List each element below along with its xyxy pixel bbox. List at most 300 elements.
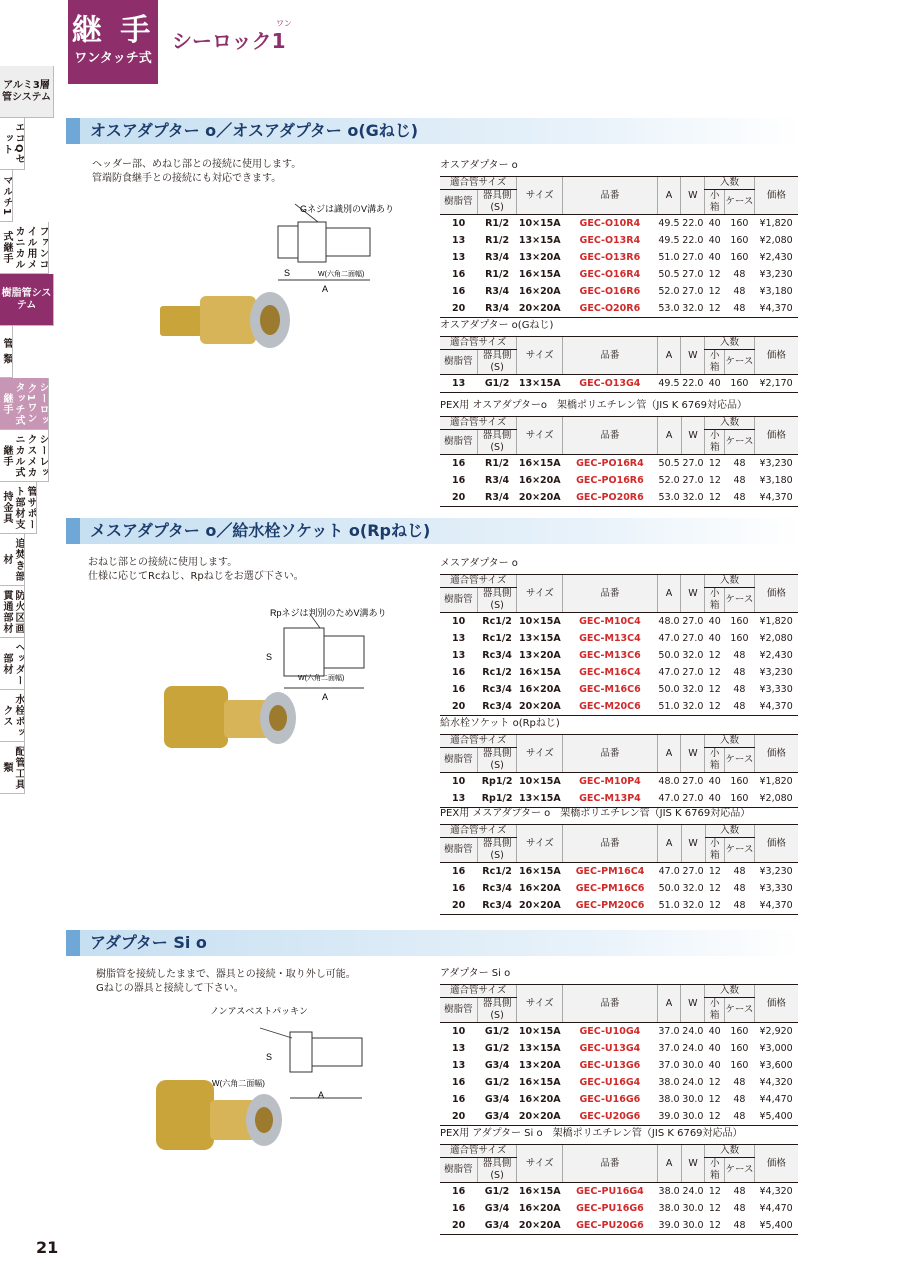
- table-cell: 16×20A: [518, 1094, 561, 1105]
- table-cell: 20: [440, 897, 477, 915]
- table-cell: ¥5,400: [754, 1217, 798, 1235]
- table-cell: 48: [733, 1203, 746, 1214]
- svg-text:S: S: [266, 1052, 273, 1062]
- table-cell: 47.0: [658, 633, 680, 644]
- table-cell: GEC-U13G6: [579, 1060, 641, 1071]
- table-cell: 48: [725, 300, 755, 318]
- col-fit: 適合管サイズ: [440, 985, 517, 998]
- table-cell: 16×20A: [518, 475, 561, 486]
- table-cell: GEC-PM16C4: [575, 866, 645, 877]
- table-row: [440, 1040, 798, 1057]
- col-fix: 器具側(S): [477, 588, 517, 613]
- col-small: 小箱: [705, 430, 725, 455]
- table-cell: R3/4: [477, 489, 517, 507]
- table-cell: ¥3,230: [759, 667, 793, 678]
- table-cell: 20: [440, 698, 477, 716]
- table-cell: 13: [452, 633, 466, 644]
- diagram-note: ノンアスベストパッキン: [210, 1006, 309, 1016]
- table-caption: オスアダプター o: [440, 160, 518, 171]
- table-cell: R3/4: [485, 252, 510, 263]
- col-w: W: [681, 985, 705, 1023]
- table-cell: 20: [440, 300, 477, 318]
- table-cell: 160: [725, 790, 755, 808]
- col-pipe: 樹脂管: [440, 748, 477, 773]
- col-small: 小箱: [705, 190, 725, 215]
- col-pipe: 樹脂管: [440, 998, 477, 1023]
- col-a: A: [657, 735, 681, 773]
- table-cell: R1/2: [485, 235, 510, 246]
- table-cell: 13×15A: [517, 790, 563, 808]
- table-cell: 47.0: [658, 667, 680, 678]
- sidebar-item[interactable]: 水栓ボックス: [0, 690, 25, 742]
- col-fit: 適合管サイズ: [440, 337, 517, 350]
- table-cell: 32.0: [681, 897, 705, 915]
- table-cell: 40: [705, 375, 725, 393]
- col-pipe: 樹脂管: [440, 838, 477, 863]
- table-caption: PEX用 アダプター Si o 架橋ポリエチレン管（JIS K 6769対応品）: [440, 1128, 743, 1139]
- table-cell: 12: [708, 458, 721, 469]
- col-w: W: [681, 575, 705, 613]
- table-cell: 12: [708, 1203, 721, 1214]
- table-cell: 13: [440, 375, 477, 393]
- table-cell: 48: [725, 698, 755, 716]
- table-cell: 16×15A: [518, 866, 561, 877]
- table-row: [440, 1183, 798, 1201]
- table-cell: GEC-M10C4: [579, 616, 641, 627]
- table-cell: 37.0: [658, 1060, 680, 1071]
- col-price: 価格: [754, 1145, 798, 1183]
- table-cell: 27.0: [682, 667, 704, 678]
- section-title-adapter-si: アダプター Si o: [66, 930, 800, 956]
- col-size: サイズ: [517, 177, 563, 215]
- table-cell: ¥4,370: [754, 489, 798, 507]
- table-cell: 48: [733, 883, 746, 894]
- table-cell: GEC-O16R4: [579, 269, 641, 280]
- table-row: [440, 1217, 798, 1235]
- col-w: W: [681, 825, 705, 863]
- table-cell: 20×20A: [517, 489, 563, 507]
- table-cell: 48.0: [658, 616, 680, 627]
- sidebar-item[interactable]: アルミ3層管システム: [0, 66, 54, 118]
- col-w: W: [681, 735, 705, 773]
- table-cell: GEC-U10G4: [579, 1026, 641, 1037]
- col-size: サイズ: [517, 1145, 563, 1183]
- table-cell: 40: [708, 1043, 721, 1054]
- table-cell: GEC-O13R4: [579, 235, 641, 246]
- table-row: [440, 664, 798, 681]
- table-cell: 37.0: [658, 1043, 680, 1054]
- table-cell: 27.0: [681, 790, 705, 808]
- table-row: [440, 613, 798, 631]
- table-cell: ¥1,820: [759, 218, 793, 229]
- svg-text:S: S: [284, 268, 291, 278]
- svg-text:W(六角二面幅): W(六角二面幅): [318, 271, 365, 278]
- table-cell: 12: [708, 475, 721, 486]
- table-cell: GEC-PO16R6: [576, 475, 644, 486]
- table-row: [440, 375, 798, 393]
- sidebar-item[interactable]: シーロック1ワンタッチ式継手: [0, 378, 49, 430]
- table-cell: 16: [452, 475, 466, 486]
- section-desc-female-adapter: [88, 556, 304, 584]
- table-cell: 24.0: [682, 1077, 704, 1088]
- table-cell: 10: [452, 776, 466, 787]
- table-cell: 12: [705, 1217, 725, 1235]
- table-row: [440, 215, 798, 233]
- table-cell: 20×20A: [517, 1217, 563, 1235]
- col-code: 品番: [563, 337, 657, 375]
- col-fit: 適合管サイズ: [440, 735, 517, 748]
- desc-line: 仕様に応じてRcねじ、Rpねじをお選び下さい。: [88, 571, 304, 582]
- table-cell: 13×20A: [518, 1060, 561, 1071]
- table-cell: 40: [708, 252, 721, 263]
- adapter-si-diagram: [210, 1006, 362, 1100]
- sidebar-item[interactable]: ファンコイル用メカニカル式継手: [0, 222, 49, 274]
- sidebar-item[interactable]: シーレックスメカニカル式継手: [0, 430, 49, 482]
- table-cell: ¥4,470: [759, 1203, 793, 1214]
- table-cell: ¥2,080: [759, 633, 793, 644]
- col-pipe: 樹脂管: [440, 430, 477, 455]
- table-cell: ¥4,370: [754, 897, 798, 915]
- table-cell: Rc3/4: [482, 684, 512, 695]
- table-cell: 30.0: [682, 1094, 704, 1105]
- desc-line: Gねじの器具と接続して下さい。: [96, 983, 244, 994]
- table-cell: GEC-PO20R6: [563, 489, 657, 507]
- table-cell: 27.0: [682, 269, 704, 280]
- table-cell: ¥1,820: [759, 616, 793, 627]
- table-cell: 52.0: [658, 286, 680, 297]
- table-cell: 16×15A: [518, 1186, 561, 1197]
- col-a: A: [657, 417, 681, 455]
- table-cell: G1/2: [484, 1043, 510, 1054]
- table-cell: 30.0: [682, 1203, 704, 1214]
- sidebar-item[interactable]: エコQセット: [0, 118, 25, 170]
- table-cell: Rc1/2: [482, 616, 512, 627]
- male-adapter-illustration: [140, 196, 430, 366]
- section-title-female-adapter: メスアダプター o／給水栓ソケット o(Rpねじ): [66, 518, 800, 544]
- sidebar-item[interactable]: マルチ1: [0, 170, 13, 222]
- spec-table: [440, 416, 798, 507]
- adapter-si-illustration: [140, 1002, 430, 1172]
- table-cell: 20: [440, 489, 477, 507]
- col-price: 価格: [754, 985, 798, 1023]
- table-cell: 40: [708, 1060, 721, 1071]
- table-cell: 20: [440, 1108, 477, 1126]
- col-qty: 入数: [705, 825, 754, 838]
- table-cell: ¥3,230: [759, 866, 793, 877]
- sidebar-item[interactable]: 配管工具類: [0, 742, 25, 794]
- spec-table: [440, 176, 798, 318]
- col-a: A: [657, 985, 681, 1023]
- table-cell: 27.0: [682, 252, 704, 263]
- table-row: [440, 472, 798, 489]
- table-cell: 32.0: [682, 650, 704, 661]
- table-caption: PEX用 メスアダプター o 架橋ポリエチレン管（JIS K 6769対応品）: [440, 808, 751, 819]
- table-cell: ¥2,430: [759, 252, 793, 263]
- table-cell: 49.5: [658, 235, 680, 246]
- table-cell: GEC-PU16G4: [576, 1186, 644, 1197]
- table-cell: 27.0: [682, 776, 704, 787]
- table-cell: ¥3,600: [759, 1060, 793, 1071]
- table-row: [440, 249, 798, 266]
- table-cell: ¥3,000: [759, 1043, 793, 1054]
- sidebar-item[interactable]: ヘッダー部材: [0, 638, 25, 690]
- table-cell: 27.0: [682, 616, 704, 627]
- table-cell: ¥4,320: [759, 1077, 793, 1088]
- table-caption: アダプター Si o: [440, 968, 511, 979]
- col-pipe: 樹脂管: [440, 1158, 477, 1183]
- sidebar-item[interactable]: 防火区画貫通部材: [0, 586, 25, 638]
- col-qty: 入数: [705, 337, 754, 350]
- desc-line: 管端防食継手との接続にも対応できます。: [92, 173, 282, 184]
- col-small: 小箱: [705, 998, 725, 1023]
- col-case: ケース: [725, 430, 754, 455]
- male-adapter-photo: [160, 292, 290, 348]
- table-cell: 32.0: [681, 300, 705, 318]
- table-cell: 52.0: [658, 475, 680, 486]
- table-cell: 20×20A: [517, 897, 563, 915]
- col-case: ケース: [725, 190, 755, 215]
- table-caption: メスアダプター o: [440, 558, 518, 569]
- col-fit: 適合管サイズ: [440, 417, 517, 430]
- table-cell: ¥2,170: [754, 375, 798, 393]
- table-cell: 160: [725, 375, 755, 393]
- table-cell: 50.0: [658, 684, 680, 695]
- col-fix: 器具側(S): [477, 350, 517, 375]
- table-cell: 39.0: [657, 1217, 681, 1235]
- col-a: A: [657, 1145, 681, 1183]
- col-a: A: [657, 337, 681, 375]
- table-cell: GEC-U20G6: [563, 1108, 657, 1126]
- table-cell: 160: [730, 252, 749, 263]
- female-adapter-diagram: [266, 607, 387, 702]
- sidebar-item[interactable]: 管サポート部材支持金具: [0, 482, 37, 534]
- table-cell: 48: [733, 286, 746, 297]
- table-cell: G3/4: [477, 1217, 517, 1235]
- table-cell: GEC-M16C6: [579, 684, 641, 695]
- table-cell: 32.0: [681, 489, 705, 507]
- table-row: [440, 880, 798, 897]
- table-row: [440, 1057, 798, 1074]
- table-cell: 50.5: [658, 269, 680, 280]
- table-cell: 13: [452, 1060, 466, 1071]
- table-cell: ¥3,330: [759, 883, 793, 894]
- col-qty: 入数: [705, 735, 754, 748]
- col-code: 品番: [563, 985, 657, 1023]
- sidebar-item[interactable]: 追焚き部材: [0, 534, 25, 586]
- col-fix: 器具側(S): [477, 998, 517, 1023]
- table-cell: 30.0: [681, 1108, 705, 1126]
- table-cell: 160: [730, 776, 749, 787]
- table-cell: R1/2: [485, 458, 510, 469]
- table-cell: 12: [708, 684, 721, 695]
- table-cell: Rc3/4: [482, 650, 512, 661]
- col-case: ケース: [725, 998, 755, 1023]
- table-cell: 13: [452, 650, 466, 661]
- table-cell: ¥2,080: [759, 235, 793, 246]
- table-row: [440, 232, 798, 249]
- table-cell: GEC-O16R6: [579, 286, 641, 297]
- table-cell: GEC-M10P4: [579, 776, 641, 787]
- table-cell: 30.0: [682, 1060, 704, 1071]
- table-cell: 22.0: [682, 235, 704, 246]
- table-cell: 13×15A: [518, 235, 561, 246]
- table-cell: 13×20A: [518, 252, 561, 263]
- table-cell: 20×20A: [517, 300, 563, 318]
- col-fix: 器具側(S): [477, 430, 517, 455]
- col-price: 価格: [754, 825, 798, 863]
- series-title: シーロック1: [172, 29, 286, 53]
- desc-line: 樹脂管を接続したままで、器具との接続・取り外し可能。: [96, 969, 356, 980]
- col-code: 品番: [563, 825, 657, 863]
- table-row: [440, 790, 798, 808]
- col-fix: 器具側(S): [477, 748, 517, 773]
- table-cell: 10×15A: [519, 616, 561, 627]
- table-cell: GEC-M16C4: [579, 667, 641, 678]
- table-cell: 13×15A: [519, 633, 561, 644]
- col-qty: 入数: [705, 575, 754, 588]
- table-cell: 22.0: [681, 375, 705, 393]
- table-cell: 40: [708, 1026, 721, 1037]
- table-cell: GEC-PM16C6: [575, 883, 645, 894]
- sidebar-item[interactable]: 管 類: [0, 326, 13, 378]
- table-cell: ¥2,920: [759, 1026, 793, 1037]
- table-cell: 27.0: [682, 475, 704, 486]
- table-cell: 48: [725, 897, 754, 915]
- table-cell: G3/4: [484, 1203, 510, 1214]
- col-fix: 器具側(S): [477, 838, 517, 863]
- table-cell: GEC-M13C6: [579, 650, 641, 661]
- table-cell: 16×20A: [518, 286, 561, 297]
- table-row: [440, 698, 798, 716]
- table-cell: 16×20A: [518, 883, 561, 894]
- table-cell: 40: [708, 633, 721, 644]
- table-cell: Rc3/4: [477, 698, 517, 716]
- table-cell: 48.0: [658, 776, 680, 787]
- table-cell: Rc3/4: [477, 897, 517, 915]
- adapter-si-photo: [156, 1080, 282, 1150]
- table-cell: 20×20A: [517, 1108, 563, 1126]
- table-cell: 27.0: [682, 458, 704, 469]
- table-cell: 12: [705, 489, 725, 507]
- col-small: 小箱: [705, 838, 725, 863]
- table-cell: 16: [452, 667, 466, 678]
- table-row: [440, 1200, 798, 1217]
- table-cell: GEC-PO16R4: [576, 458, 644, 469]
- col-code: 品番: [563, 735, 657, 773]
- table-cell: 16: [452, 684, 466, 695]
- table-cell: GEC-M20C6: [563, 698, 657, 716]
- table-cell: R3/4: [485, 286, 510, 297]
- table-cell: 20×20A: [517, 698, 563, 716]
- col-small: 小箱: [705, 1158, 725, 1183]
- table-cell: 53.0: [657, 489, 681, 507]
- category-subtitle: ワンタッチ式: [74, 51, 152, 66]
- table-cell: 48: [725, 489, 754, 507]
- table-cell: 40: [705, 790, 725, 808]
- col-w: W: [681, 417, 705, 455]
- table-cell: 10: [452, 616, 466, 627]
- table-cell: 16: [452, 866, 466, 877]
- col-price: 価格: [754, 177, 798, 215]
- table-cell: 12: [708, 883, 721, 894]
- table-cell: 48: [733, 650, 746, 661]
- table-cell: Rc1/2: [482, 667, 512, 678]
- table-cell: ¥5,400: [754, 1108, 798, 1126]
- table-cell: 10×15A: [519, 776, 561, 787]
- table-cell: 13: [440, 790, 477, 808]
- col-small: 小箱: [705, 748, 725, 773]
- table-cell: G1/2: [484, 1026, 510, 1037]
- spec-table: [440, 1144, 798, 1235]
- series-ruby: ワン: [276, 19, 292, 28]
- table-cell: GEC-U16G4: [579, 1077, 641, 1088]
- col-fit: 適合管サイズ: [440, 1145, 517, 1158]
- table-cell: 16: [452, 458, 466, 469]
- table-cell: 16×15A: [518, 269, 561, 280]
- table-cell: GEC-O13R6: [579, 252, 641, 263]
- spec-table: [440, 984, 798, 1126]
- table-cell: 22.0: [682, 218, 704, 229]
- svg-text:A: A: [322, 692, 329, 702]
- col-fix: 器具側(S): [477, 1158, 517, 1183]
- spec-table: [440, 574, 798, 716]
- table-cell: 16×15A: [518, 1077, 561, 1088]
- table-cell: 32.0: [682, 883, 704, 894]
- col-small: 小箱: [705, 350, 725, 375]
- table-cell: R1/2: [485, 218, 510, 229]
- col-size: サイズ: [517, 825, 563, 863]
- table-row: [440, 681, 798, 698]
- col-size: サイズ: [517, 985, 563, 1023]
- table-cell: G3/4: [484, 1094, 510, 1105]
- table-cell: 16×20A: [519, 684, 561, 695]
- table-cell: 13×20A: [519, 650, 561, 661]
- table-cell: GEC-O13G4: [563, 375, 657, 393]
- table-cell: 40: [708, 218, 721, 229]
- table-cell: 12: [708, 1186, 721, 1197]
- col-code: 品番: [563, 1145, 657, 1183]
- desc-line: おねじ部との接続に使用します。: [88, 557, 238, 568]
- table-cell: 50.0: [658, 650, 680, 661]
- table-row: [440, 266, 798, 283]
- table-cell: R1/2: [485, 269, 510, 280]
- table-cell: ¥3,180: [759, 286, 793, 297]
- svg-text:S: S: [266, 652, 273, 662]
- table-cell: 48: [733, 1077, 746, 1088]
- table-cell: 16: [452, 1203, 466, 1214]
- col-pipe: 樹脂管: [440, 190, 477, 215]
- table-cell: 30.0: [681, 1217, 705, 1235]
- category-tab: [68, 0, 158, 84]
- desc-line: ヘッダー部、めねじ部との接続に使用します。: [92, 159, 302, 170]
- male-adapter-diagram: [278, 203, 394, 294]
- diagram-note: Gネジは識別のV溝あり: [300, 204, 395, 214]
- table-cell: G1/2: [484, 1186, 510, 1197]
- table-cell: 16×20A: [518, 1203, 561, 1214]
- table-cell: 48: [725, 1108, 755, 1126]
- table-cell: 38.0: [658, 1186, 680, 1197]
- table-cell: Rp1/2: [477, 790, 517, 808]
- table-cell: 13: [452, 1043, 466, 1054]
- table-cell: G1/2: [477, 375, 517, 393]
- sidebar-item[interactable]: 樹脂管システム: [0, 274, 54, 326]
- spec-table: [440, 336, 798, 393]
- col-qty: 入数: [705, 985, 754, 998]
- table-cell: GEC-O20R6: [563, 300, 657, 318]
- table-caption: 給水栓ソケット o(Rpねじ): [440, 718, 560, 729]
- svg-text:W(六角二面幅): W(六角二面幅): [212, 1079, 265, 1088]
- table-cell: 51.0: [657, 698, 681, 716]
